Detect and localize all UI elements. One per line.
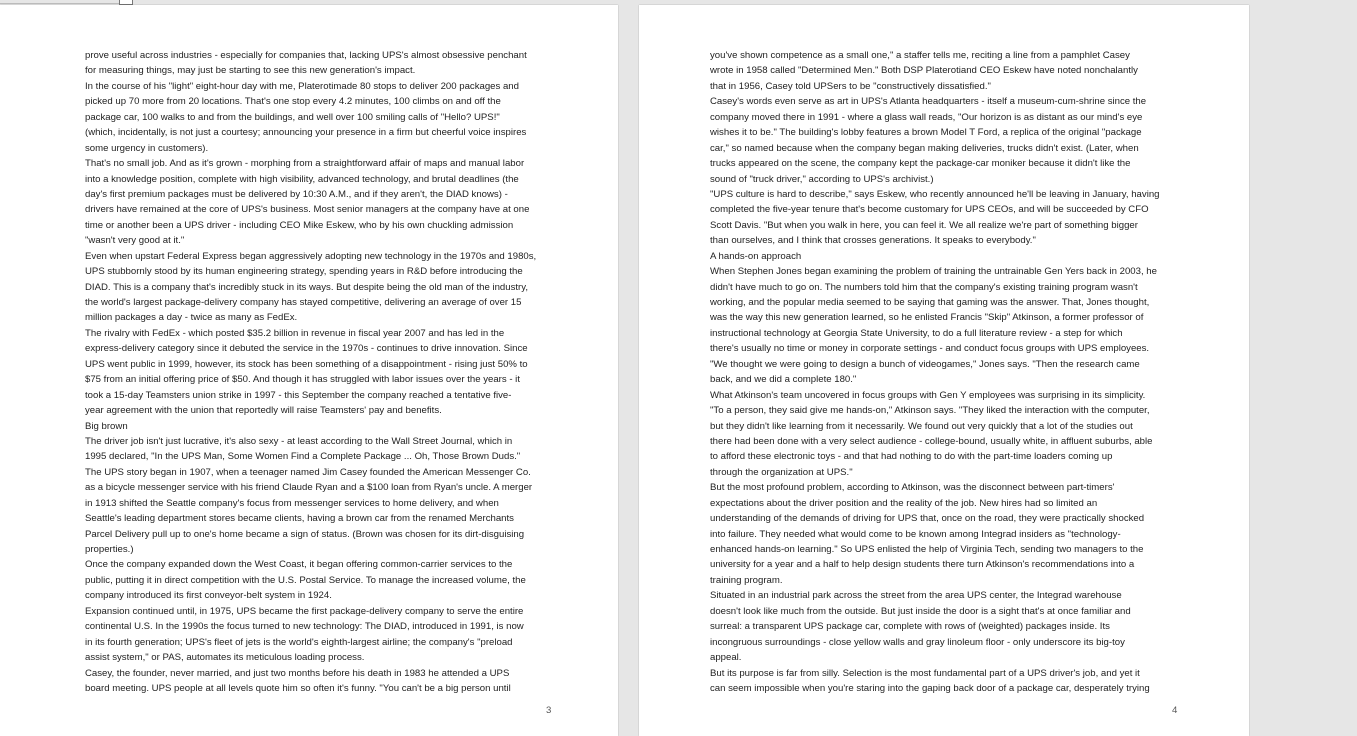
text-line: Situated in an industrial park across the street from the area UPS center, the Integrad warehouse — [710, 590, 1122, 602]
text-line: (which, incidentally, is not just a courtesy; announcing your presence in a firm but cheerful voice inspires — [85, 127, 527, 139]
page-number: 4 — [1172, 705, 1178, 716]
text-line: some urgency in customers). — [85, 142, 209, 154]
text-line: you've shown competence as a small one," a staffer tells me, reciting a line from a pamphlet Casey — [710, 50, 1130, 61]
text-line: year agreement with the union that reportedly will raise Teamsters' pay and benefits. — [85, 405, 442, 417]
text-line: company introduced its first conveyor-belt system in 1924. — [85, 590, 332, 602]
text-line: Casey, the founder, never married, and just two months before his death in 1983 he attended a UPS — [85, 667, 510, 679]
text-line: Seattle's leading department stores became clients, having a brown car from the renamed Merchants — [85, 513, 514, 525]
text-line: to afford these electronic toys - and that had nothing to do with the part-time loaders coming up — [710, 451, 1113, 463]
text-line: instructional technology at Georgia State University, to do a full literature review - a step for which — [710, 327, 1123, 339]
text-line: into failure. They needed what would come to be known among Integrad insiders as "technology- — [710, 528, 1121, 540]
text-line: "wasn't very good at it." — [85, 235, 185, 247]
text-line: properties.) — [85, 544, 134, 555]
text-line: into a knowledge position, complete with high visibility, advanced technology, and brutal deadlines (the — [85, 173, 519, 185]
document-page-4 — [639, 5, 1249, 736]
text-line: continental U.S. In the 1990s the focus turned to new technology: The DIAD, introduced in 1991, is now — [85, 621, 524, 633]
text-line: Expansion continued until, in 1975, UPS became the first package-delivery company to serve the entire — [85, 605, 524, 617]
text-line: board meeting. UPS people at all levels quote him so often it's funny. "You can't be a big person until — [85, 682, 511, 694]
text-line: Scott Davis. "But when you walk in here, you can feel it. We all realize we're part of something bigger — [710, 219, 1138, 231]
text-line: understanding of the demands of driving for UPS that, once on the road, they were practically shocked — [710, 513, 1145, 525]
text-line: $75 from an initial offering price of $50. And though it has struggled with labor issues over the years - it — [85, 374, 520, 386]
text-line: for measuring things, may just be starting to see this new generation's impact. — [85, 65, 416, 77]
text-line: didn't have much to go on. The numbers told him that the company's existing training program wasn't — [710, 281, 1138, 293]
text-line: A hands-on approach — [710, 250, 802, 262]
text-line: but they didn't like learning from it necessarily. We found out very quickly that a lot of the studies out — [710, 420, 1133, 432]
text-line: appeal. — [710, 652, 742, 664]
text-line: "We thought we were going to design a bunch of videogames," Jones says. "Then the research came — [710, 358, 1140, 370]
text-line: the world's largest package-delivery company has stayed competitive, delivering an average of over 15 — [85, 297, 522, 308]
text-line: Big brown — [85, 420, 128, 432]
text-line: UPS stubbornly stood by its human engineering strategy, spending years in R&D before introducing the — [85, 266, 523, 278]
text-line: expectations about the driver position and the reality of the job. New hires had so limited an — [710, 497, 1098, 509]
text-line: The UPS story began in 1907, when a teenager named Jim Casey founded the American Messenger Co. — [85, 466, 531, 478]
text-line: doesn't look like much from the outside. But just inside the door is a sight that's at once familiar and — [710, 605, 1131, 617]
text-line: wishes it to be." The building's lobby features a brown Model T Ford, a replica of the original "package — [710, 127, 1142, 139]
text-line: sound of "truck driver," according to UPS's archivist.) — [710, 173, 934, 185]
text-line: "To a person, they said give me hands-on," Atkinson says. "They liked the interaction with the computer, — [710, 405, 1150, 417]
text-line: But its purpose is far from silly. Selection is the most fundamental part of a UPS driver's job, and yet it — [710, 667, 1140, 679]
text-line: there's usually no time or money in corporate settings - and conduct focus groups with UPS employees. — [710, 343, 1150, 355]
text-line: The rivalry with FedEx - which posted $35.2 billion in revenue in fiscal year 2007 and has led in the — [85, 327, 505, 339]
text-line: package car, 100 walks to and from the buildings, and well over 100 smiling calls of "Hello? UPS!" — [85, 111, 500, 123]
ruler-edge — [0, 3, 120, 4]
text-line: in 1913 shifted the Seattle company's focus from messenger services to home delivery, and when — [85, 497, 499, 509]
text-line: public, putting it in direct competition with the U.S. Postal Service. To manage the increased volume, the — [85, 574, 526, 586]
text-line: When Stephen Jones began examining the problem of training the untrainable Gen Yers back in 2003, he — [710, 266, 1157, 278]
text-line: working, and the popular media seemed to be saying that gaming was the answer. That, Jones thought, — [710, 297, 1150, 308]
text-line: What Atkinson's team uncovered in focus groups with Gen Y employees was surprising in its simplicity. — [710, 389, 1146, 401]
text-line: time or another been a UPS driver - including CEO Mike Eskew, who by his own chuckling admission — [85, 219, 514, 231]
text-line: Casey's words even serve as art in UPS's Atlanta headquarters - itself a museum-cum-shrine since the — [710, 96, 1147, 108]
text-line: Even when upstart Federal Express began aggressively adopting new technology in the 1970s and 1980s, — [85, 250, 537, 262]
text-line: completed the five-year tenure that's become customary for UPS CEOs, and will be succeeded by CFO — [710, 204, 1149, 216]
text-line: assist system," or PAS, automates its meticulous loading process. — [85, 652, 365, 664]
document-page-3 — [0, 5, 618, 736]
text-line: took a 15-day Teamsters union strike in 1997 - this September the company reached a tentative five- — [85, 389, 512, 401]
text-line: enhanced hands-on learning." So UPS enlisted the help of Virginia Tech, sending two managers to the — [710, 544, 1144, 555]
text-line: than ourselves, and I think that crosses generations. It speaks to everybody." — [710, 235, 1036, 247]
text-line: can seem impossible when you're staring into the gaping back door of a package car, desperately trying — [710, 682, 1150, 694]
text-line: In the course of his "light" eight-hour day with me, Platerotimade 80 stops to deliver 200 packages and — [85, 80, 519, 92]
text-line: Parcel Delivery pull up to one's home became a sign of status. (Brown was chosen for its dirt-disguising — [85, 528, 525, 540]
text-line: training program. — [710, 574, 783, 586]
text-line: as a bicycle messenger service with his friend Claude Ryan and a $100 loan from Ryan's uncle. A merger — [85, 482, 533, 494]
text-line: DIAD. This is a company that's incredibly stuck in its ways. But despite being the old man of the industry, — [85, 281, 528, 293]
page-3-body — [85, 48, 555, 696]
text-line: that in 1956, Casey told UPSers to be "constructively dissatisfied." — [710, 80, 991, 92]
page-4-body — [710, 48, 1180, 696]
text-line: That's no small job. And as it's grown - morphing from a straightforward affair of maps and manual labor — [85, 158, 525, 170]
page-number: 3 — [546, 705, 552, 716]
text-line: back, and we did a complete 180." — [710, 374, 857, 386]
text-line: in its fourth generation; UPS's fleet of jets is the world's eighth-largest airline; the company's "preload — [85, 636, 513, 648]
text-line: "UPS culture is hard to describe," says Eskew, who recently announced he'll be leaving in January, having — [710, 188, 1160, 200]
text-line: through the organization at UPS." — [710, 466, 853, 478]
text-line: drivers have remained at the core of UPS's business. Most senior managers at the company have at one — [85, 204, 530, 216]
text-line: university for a year and a half to help design students there turn Atkinson's recommendations into a — [710, 559, 1135, 571]
text-line: 1995 declared, "In the UPS Man, Some Women Find a Complete Package ... Oh, Those Brown Duds." — [85, 451, 521, 463]
text-line: trucks appeared on the scene, the company kept the package-car moniker because it didn't like the — [710, 158, 1131, 170]
text-line: was the way this new generation learned, so he enlisted Francis "Skip" Atkinson, a former professor of — [710, 312, 1144, 324]
text-line: wrote in 1958 called "Determined Men." Both DSP Platerotiand CEO Eskew have noted nonchalantly — [710, 65, 1138, 77]
text-line: prove useful across industries - especially for companies that, lacking UPS's almost obsessive penchant — [85, 50, 527, 61]
text-line: picked up 70 more from 20 locations. That's one stop every 4.2 minutes, 100 climbs on and off the — [85, 96, 501, 108]
text-line: surreal: a transparent UPS package car, complete with rows of (weighted) packages inside. Its — [710, 621, 1110, 633]
text-line: day's first premium packages must be delivered by 10:30 A.M., and if they aren't, the DIAD knows) - — [85, 188, 508, 200]
text-line: Once the company expanded down the West Coast, it began offering common-carrier services to the — [85, 559, 513, 571]
text-line: million packages a day - twice as many as FedEx. — [85, 312, 298, 324]
text-line: car," so named because when the company began making deliveries, trucks didn't exist. (Later, when — [710, 142, 1139, 154]
text-line: incongruous surroundings - close yellow walls and gray linoleum floor - only underscore its big-toy — [710, 636, 1125, 648]
text-line: express-delivery category since it debuted the service in the 1970s - continues to drive innovation. Since — [85, 343, 528, 355]
text-line: The driver job isn't just lucrative, it's also sexy - at least according to the Wall Street Journal, which in — [85, 435, 513, 447]
text-line: company moved there in 1991 - where a glass wall reads, "Our horizon is as distant as our mind's eye — [710, 111, 1143, 123]
text-line: UPS went public in 1999, however, its stock has been something of a disappointment - rising just 50% to — [85, 358, 528, 370]
text-line: But the most profound problem, according to Atkinson, was the disconnect between part-timers' — [710, 482, 1115, 494]
text-line: there had been done with a very select audience - college-bound, usually white, in affluent suburbs, able — [710, 435, 1153, 447]
